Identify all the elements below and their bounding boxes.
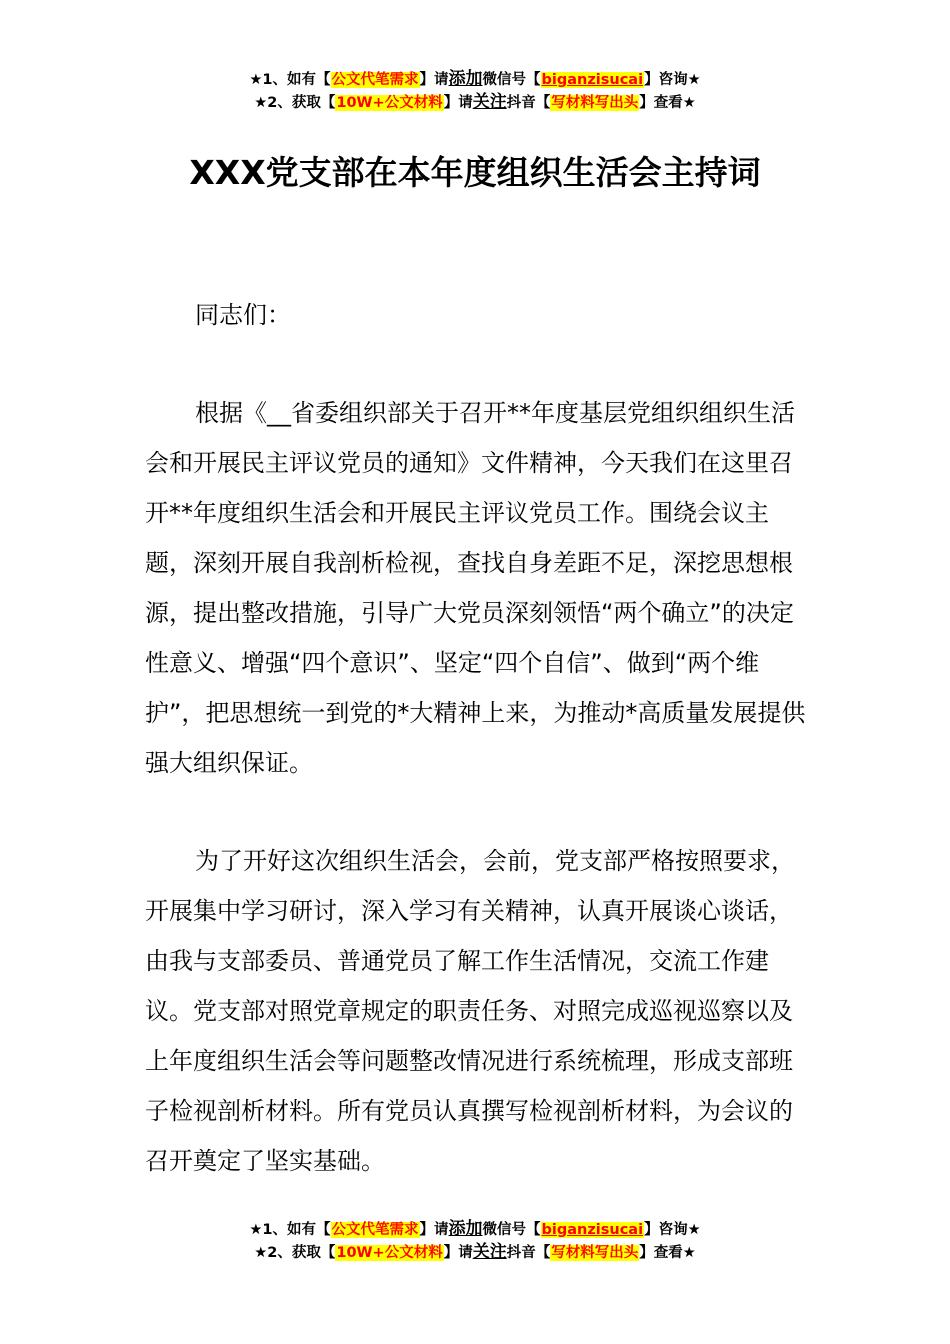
banner-text: 】咨询★ (644, 1222, 701, 1238)
banner-text: 抖音【 (506, 1245, 551, 1261)
banner-text: ★2、获取【 (254, 1245, 336, 1261)
douyin-account: 写材料写出头 (551, 1245, 639, 1261)
banner-text: 】查看★ (639, 1245, 696, 1261)
banner-text: 微信号【 (482, 1222, 541, 1238)
salutation: 同志们： (195, 301, 291, 329)
banner-text: 】请 (419, 72, 449, 88)
banner-highlight-service: 公文代笔需求 (331, 1222, 419, 1238)
banner-text: 抖音【 (506, 95, 551, 111)
banner-text: 】咨询★ (644, 72, 701, 88)
banner-text: 微信号【 (482, 72, 541, 88)
banner-highlight-service: 公文代笔需求 (331, 72, 419, 88)
banner-highlight-materials: 10W+公文材料 (336, 1245, 443, 1261)
banner-emphasis: 添加 (448, 69, 483, 89)
footer-banner (0, 1218, 950, 1264)
banner-text: ★1、如有【 (249, 72, 331, 88)
banner-text: 】请 (419, 1222, 449, 1238)
banner-line-1 (0, 1218, 950, 1241)
banner-emphasis: 添加 (448, 1219, 483, 1239)
banner-text: ★1、如有【 (249, 1222, 331, 1238)
banner-line-2 (0, 91, 950, 114)
document-title: XXX党支部在本年度组织生活会主持词 (189, 153, 761, 192)
banner-line-1 (0, 68, 950, 91)
header-banner (0, 68, 950, 114)
paragraph-2: 为了开好这次组织生活会，会前，党支部严格按照要求，开展集中学习研讨，深入学习有关精神，认真开展谈心谈话，由我与支部委员、普通党员了解工作生活情况，交流工作建议。党支部对照党章规定的职责任务、对照完成巡视巡察以及上年度组织生活会等问题整改情况进行系统梳理，形成支部班子检视剖析材料。所有党员认真撰写检视剖析材料，为会议的召开奠定了坚实基础。 (145, 847, 795, 1175)
document-body (145, 290, 810, 1186)
banner-line-2 (0, 1241, 950, 1264)
banner-text: 】查看★ (639, 95, 696, 111)
banner-emphasis: 关注 (472, 1242, 507, 1262)
paragraph-1: 根据《__省委组织部关于召开**年度基层党组织组织生活会和开展民主评议党员的通知》文件精神，今天我们在这里召开**年度组织生活会和开展民主评议党员工作。围绕会议主题，深刻开展自我剖析检视，查找自身差距不足，深挖思想根源，提出整改措施，引导广大党员深刻领悟“两个确立”的决定性意义、增强“四个意识”、坚定“四个自信”、做到“两个维护”，把思想统一到党的*大精神上来，为推动*高质量发展提供强大组织保证。 (145, 399, 806, 777)
wechat-id-link[interactable]: biganzisucai (541, 72, 644, 88)
wechat-id-link[interactable]: biganzisucai (541, 1222, 644, 1238)
banner-emphasis: 关注 (472, 92, 507, 112)
banner-highlight-materials: 10W+公文材料 (336, 95, 443, 111)
banner-text: ★2、获取【 (254, 95, 336, 111)
banner-text: 】请 (443, 1245, 473, 1261)
douyin-account: 写材料写出头 (551, 95, 639, 111)
banner-text: 】请 (443, 95, 473, 111)
